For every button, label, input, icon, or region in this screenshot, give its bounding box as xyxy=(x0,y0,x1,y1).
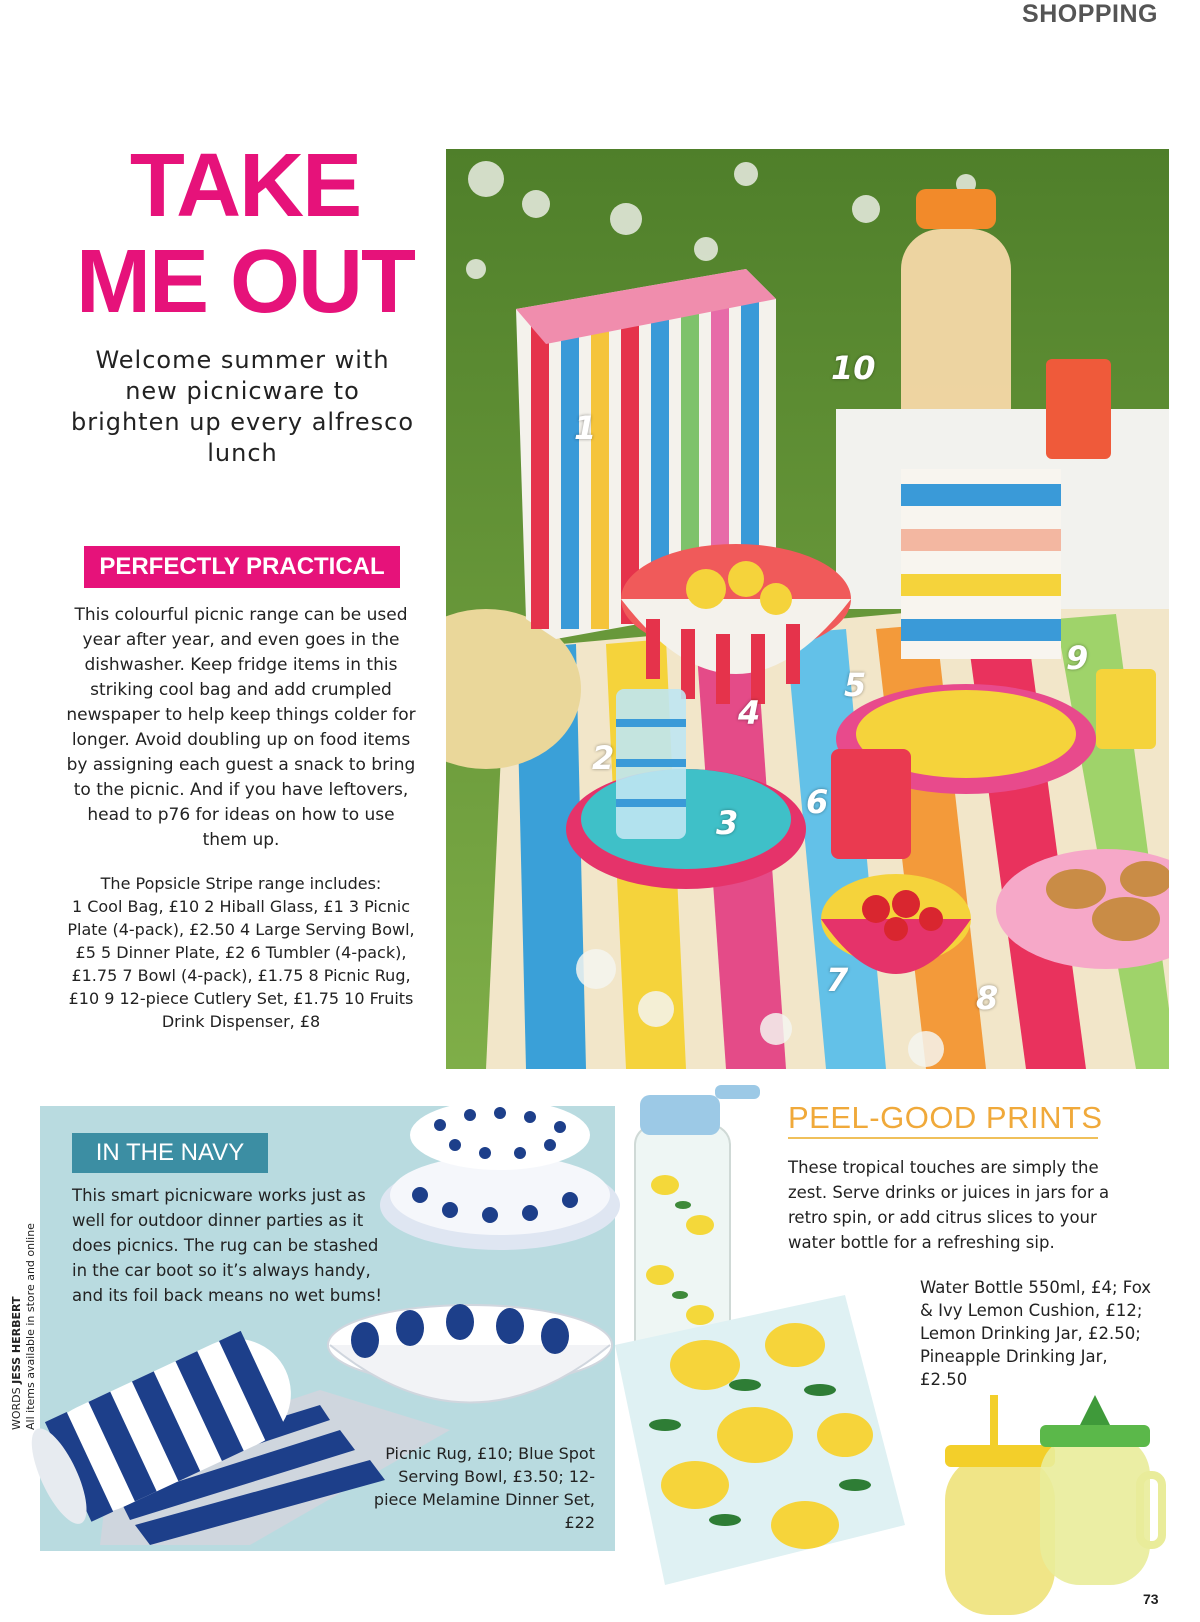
credit-author: JESS HERBERT xyxy=(10,1296,23,1384)
headline xyxy=(60,138,430,330)
hero-number-1: 1 xyxy=(574,409,597,447)
hero-number-2: 2 xyxy=(592,739,615,777)
hero-number-5: 5 xyxy=(844,666,867,704)
hero-number-3: 3 xyxy=(716,804,739,842)
standfirst: Welcome summer with new picnicware to brighten up every alfresco lunch xyxy=(70,346,415,467)
hero-number-6: 6 xyxy=(806,783,829,821)
drinking-jars-image xyxy=(930,1395,1180,1615)
section-label: SHOPPING xyxy=(1022,0,1158,28)
credit-note: All items available in store and online xyxy=(24,1223,37,1430)
picnic-scene-illustration xyxy=(446,149,1169,1069)
credit-words-label: WORDS xyxy=(10,1387,23,1430)
hero-number-10: 10 xyxy=(831,349,876,387)
hero-number-9: 9 xyxy=(1066,639,1089,677)
practical-heading: PERFECTLY PRACTICAL xyxy=(84,546,400,588)
lemon-cushion-image xyxy=(605,1285,915,1595)
hero-photo xyxy=(446,149,1169,1069)
hero-number-4: 4 xyxy=(738,694,761,732)
practical-body: This colourful picnic range can be used year after year, and even goes in the dishwasher. Keep fridge items in this striking cool bag and add crumpled newspaper to help keep things colder for longer. Avoid doubling up on food items by assigning each guest a snack to bring to the picnic. And if you have leftovers, head to p76 for ideas on how to use them up. xyxy=(66,605,416,850)
hero-number-7: 7 xyxy=(826,961,849,999)
dinner-set-image xyxy=(380,1095,625,1275)
range-list-block xyxy=(66,872,416,1033)
navy-caption: Picnic Rug, £10; Blue Spot Serving Bowl, £3.50; 12-piece Melamine Dinner Set, £22 xyxy=(373,1444,595,1532)
side-credit xyxy=(10,1170,38,1430)
range-intro: The Popsicle Stripe range includes: xyxy=(100,874,382,893)
hero-number-8: 8 xyxy=(976,979,999,1017)
peel-body: These tropical touches are simply the zest. Serve drinks or juices in jars for a retro spin, or add citrus slices to your water bottle for a refreshing sip. xyxy=(788,1158,1110,1252)
navy-heading: IN THE NAVY xyxy=(72,1133,268,1173)
peel-heading: PEEL-GOOD PRINTS xyxy=(788,1100,1103,1135)
range-list: 1 Cool Bag, £10 2 Hiball Glass, £1 3 Picnic Plate (4-pack), £2.50 4 Large Serving Bowl, £5 5 Dinner Plate, £2 6 Tumbler (4-pack), £1.75 7 Bowl (4-pack), £1.75 8 Picnic Rug, £10 9 12-piece Cutlery Set, £1.75 10 Fruits Drink Dispenser, £8 xyxy=(67,897,415,1031)
headline-line-1: TAKE xyxy=(129,136,361,236)
navy-body: This smart picnicware works just as well for outdoor dinner parties as it does picnics. The rug can be stashed in the car boot so it’s always handy, and its foil back means no wet bums! xyxy=(72,1186,382,1305)
peel-heading-underline xyxy=(788,1137,1098,1139)
credit-author-line xyxy=(10,1170,24,1430)
headline-line-2: ME OUT xyxy=(76,232,414,332)
page-number: 73 xyxy=(1143,1591,1159,1607)
peel-caption: Water Bottle 550ml, £4; Fox & Ivy Lemon Cushion, £12; Lemon Drinking Jar, £2.50; Pineapple Drinking Jar, £2.50 xyxy=(920,1278,1152,1389)
